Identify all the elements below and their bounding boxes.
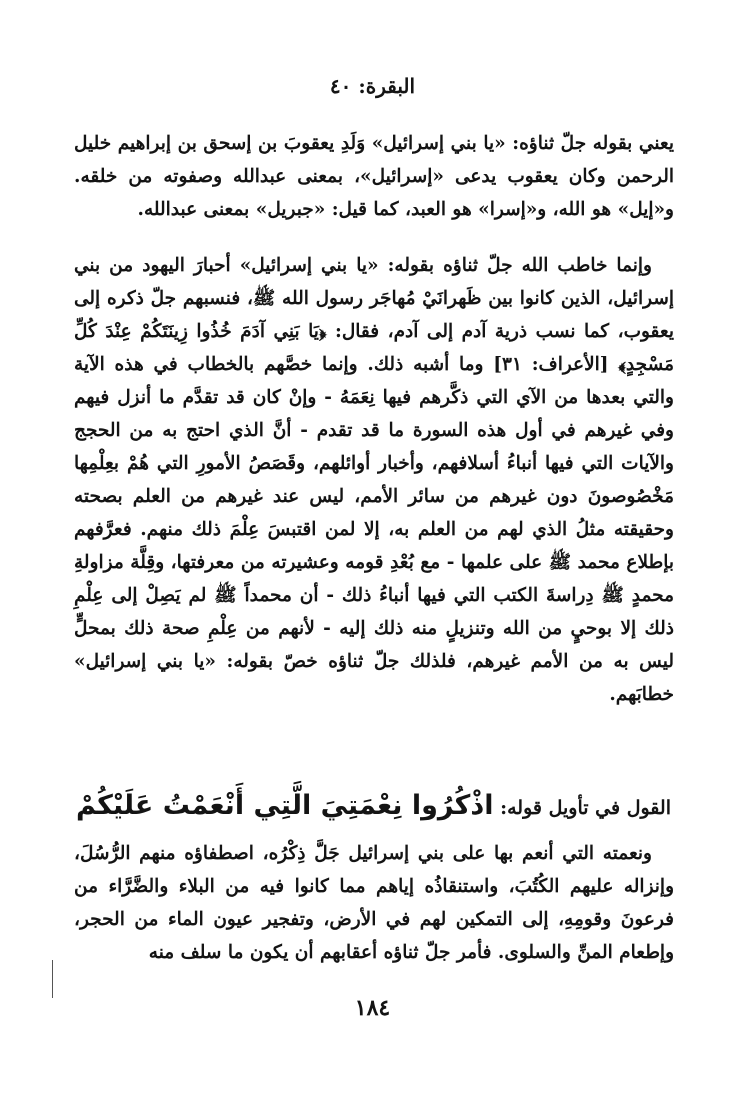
margin-line <box>52 960 53 998</box>
page-number: ١٨٤ <box>354 995 391 1021</box>
paragraph-address-to-israelites <box>74 249 674 711</box>
paragraph-text: يعني بقوله جلّ ثناؤه: «يا بني إسرائيل» وَلَدِ يعقوبَ بن إسحق بن إبراهيم خليل الرحمن وكان يعقوب يدعى «إسرائيل»، بمعنى عبدالله وصفوته من خلقه. و«إيل» هو الله، و«إسرا» هو العبد، كما قيل: «جبريل» بمعنى عبدالله. <box>74 133 674 220</box>
paragraph-text: وإنما خاطب الله جلّ ثناؤه بقوله: «يا بني إسرائيل» أحبارَ اليهود من بني إسرائيل، الذين كانوا بين ظَهرانَيْ مُهاجَر رسول الله ﷺ، فنسبهم جلّ ذكره إلى يعقوب، كما نسب ذرية آدم إلى آدم، فقال: ﴿يَا بَنِي آدَمَ خُذُوا زِينَتَكُمْ عِنْدَ كُلِّ مَسْجِدٍ﴾ [الأعراف: ٣١] وما أشبه ذلك. وإنما خصَّهم بالخطاب في هذه الآية والتي بعدها من الآي التي ذكَّرهم فيها نِعَمَهُ - وإنْ كان قد تقدَّم ما أنزل فيهم وفي غيرهم في أول هذه السورة ما قد تقدم - أنَّ الذي احتج به من الحجج والآيات التي فيها أنباءُ أسلافهم، وأخبار أوائلهم، وقَصَصُ الأمورِ التي هُمْ بعِلْمِها مَخْصُوصونَ دون غيرهم من سائر الأمم، ليس عند غيرهم من العلم بصحته وحقيقته مثلُ الذي لهم من العلم به، إلا لمن اقتبسَ عِلْمَ ذلك منهم. فعرَّفهم بإطلاع محمد ﷺ على علمها - مع بُعْدِ قومه وعشيرته من معرفتها، وقِلَّة مزاولةِ محمدٍ ﷺ دِراسةَ الكتب التي فيها أنباءُ ذلك - أن محمداً ﷺ لم يَصِلْ إلى عِلْمِ ذلك إلا بوحيٍ من الله وتنزيلٍ منه ذلك إليه - لأنهم من عِلْمِ صحة ذلك بمحلٍّ ليس به من الأمم غيرهم، فلذلك جلّ ثناؤه خصّ بقوله: «يا بني إسرائيل» خطابَهم. <box>74 255 675 705</box>
running-header: البقرة: ٤٠ <box>329 74 416 98</box>
paragraph-jacob-meaning <box>74 127 674 226</box>
section-heading-label: القول في تأويل قوله: <box>500 797 671 819</box>
paragraph-text: ونعمته التي أنعم بها على بني إسرائيل جَلَّ ذِكْرُه، اصطفاؤه منهم الرُّسُلَ، وإنزاله عليهم الكُتُبَ، واستنقاذُه إياهم مما كانوا فيه من البلاء والضَّرَّاء من فرعونَ وقومِهِ، إلى التمكين لهم في الأرض، وتفجير عيون الماء من الحجر، وإطعام المنِّ والسلوى. فأمر جلّ ثناؤه أعقابهم أن يكون ما سلف منه <box>74 843 674 963</box>
section-heading <box>71 790 671 821</box>
paragraph-blessings <box>74 837 674 969</box>
quran-verse-heading: اذْكُرُوا نِعْمَتِيَ الَّتِي أَنْعَمْتُ عَلَيْكُمْ <box>76 790 494 821</box>
